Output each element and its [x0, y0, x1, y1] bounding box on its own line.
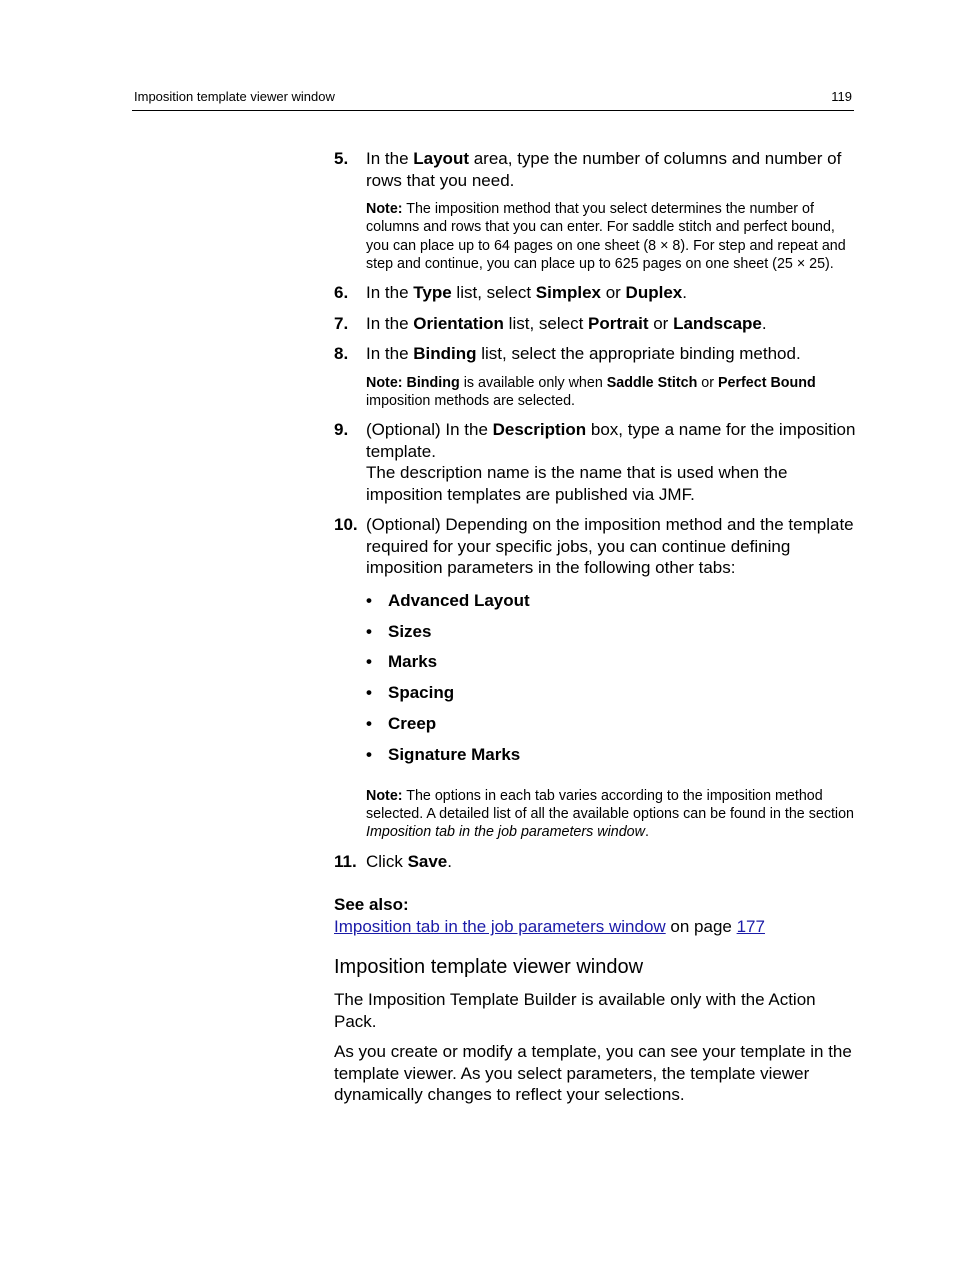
- see-also: [334, 894, 856, 938]
- note-text: is available only when: [459, 374, 607, 391]
- step-text: .: [447, 851, 452, 871]
- step-text: In the: [366, 313, 414, 333]
- step-text: (Optional) Depending on the imposition method and the template required for your specific jobs, you can continue defining imposition parameters in the following other tabs:: [366, 515, 854, 578]
- bullet-icon: •: [366, 744, 372, 764]
- step-text: or: [648, 313, 674, 333]
- bullet-icon: •: [366, 652, 372, 672]
- note-label: Note:: [366, 787, 403, 804]
- list-item: [366, 682, 856, 703]
- bullet-icon: •: [366, 621, 372, 641]
- step-bold: Portrait: [588, 313, 649, 333]
- step-bold: Orientation: [413, 313, 504, 333]
- note-text: The imposition method that you select determines the number of columns and rows that you can enter. For saddle stitch and perfect bound, you can place up to 64 pages on one sheet (8 × 8). For step and repeat and step and continue, you can place up to 625 pages on one sheet (25 × 25).: [366, 201, 846, 272]
- imposition-tab-link[interactable]: Imposition tab in the job parameters window: [334, 917, 666, 937]
- page-number: 119: [831, 89, 852, 104]
- step-bold: Save: [407, 851, 448, 871]
- bullet-icon: •: [366, 713, 372, 733]
- see-also-text: on page: [665, 917, 737, 937]
- tab-name: Sizes: [388, 621, 432, 641]
- step-8: [334, 343, 856, 365]
- step-number: 11.: [334, 851, 357, 871]
- step-text: list, select: [451, 283, 536, 303]
- note-text: The options in each tab varies according to the imposition method selected. A detailed list of all the available options can be found in the section: [366, 787, 855, 823]
- list-item: [366, 713, 856, 734]
- list-item: [366, 590, 856, 611]
- note-bold: Saddle Stitch: [606, 374, 698, 391]
- step-text: In the: [366, 149, 414, 168]
- note-step-5: [366, 200, 856, 273]
- step-text: box, type a name for the imposition template.: [366, 420, 856, 461]
- list-item: [366, 621, 856, 642]
- step-number: 8.: [334, 344, 349, 364]
- main-content: [334, 148, 856, 1115]
- bullet-icon: •: [366, 590, 372, 610]
- step-text: list, select the appropriate binding method.: [476, 344, 801, 364]
- step-text: (Optional) In the: [366, 420, 493, 440]
- step-text: .: [682, 283, 687, 303]
- section-title: Imposition template viewer window: [334, 956, 644, 979]
- step-text: area, type the number of columns and number of rows that you need.: [366, 149, 842, 190]
- step-bold: Duplex: [625, 283, 683, 303]
- step-10: [334, 514, 856, 579]
- step-9: [334, 419, 856, 505]
- tab-name: Creep: [388, 713, 437, 733]
- header-title: Imposition template viewer window: [134, 89, 335, 104]
- note-text: imposition methods are selected.: [366, 392, 576, 409]
- step-7: [334, 313, 856, 335]
- page-link[interactable]: 177: [736, 917, 765, 937]
- step-bold: Layout: [413, 149, 469, 168]
- step-bold: Description: [492, 420, 587, 440]
- step-text: .: [761, 313, 767, 333]
- step-text: In the: [366, 344, 414, 364]
- note-text: or: [697, 374, 718, 391]
- tab-name: Spacing: [388, 683, 455, 703]
- note-text: .: [644, 824, 649, 841]
- tab-name: Advanced Layout: [388, 590, 530, 610]
- step-text: Click: [366, 851, 408, 871]
- bullet-icon: •: [366, 683, 372, 703]
- step-number: 6.: [334, 283, 349, 303]
- tab-name: Signature Marks: [388, 744, 521, 764]
- step-bold: Simplex: [535, 283, 601, 303]
- tab-list: [334, 590, 856, 765]
- step-11: [334, 851, 856, 873]
- step-number: 5.: [334, 149, 349, 168]
- step-number: 9.: [334, 420, 349, 440]
- step-number: 7.: [334, 313, 349, 333]
- step-number: 10.: [334, 515, 358, 535]
- note-bold: Binding: [402, 374, 460, 391]
- page-header: [132, 88, 854, 111]
- step-6: [334, 282, 856, 304]
- note-label: Note:: [366, 201, 403, 217]
- list-item: [366, 744, 856, 765]
- note-bold: Perfect Bound: [718, 374, 816, 391]
- step-text: In the: [366, 283, 414, 303]
- step-bold: Landscape: [673, 313, 762, 333]
- see-also-label: See also:: [334, 895, 409, 915]
- note-label: Note:: [366, 374, 403, 391]
- step-5: [334, 148, 856, 191]
- step-text: or: [600, 283, 626, 303]
- paragraph: The Imposition Template Builder is available only with the Action Pack.: [334, 990, 816, 1031]
- step-subtext: The description name is the name that is used when the imposition templates are published via JMF.: [366, 463, 788, 504]
- tab-name: Marks: [388, 652, 438, 672]
- list-item: [366, 651, 856, 672]
- paragraph: As you create or modify a template, you can see your template in the template viewer. As you select parameters, the template viewer dynamically changes to reflect your selections.: [334, 1042, 852, 1105]
- note-step-10: [366, 787, 856, 842]
- step-text: list, select: [503, 313, 589, 333]
- step-bold: Binding: [413, 344, 477, 364]
- note-step-8: [366, 374, 856, 411]
- step-bold: Type: [413, 283, 452, 303]
- note-italic: Imposition tab in the job parameters window: [366, 824, 645, 841]
